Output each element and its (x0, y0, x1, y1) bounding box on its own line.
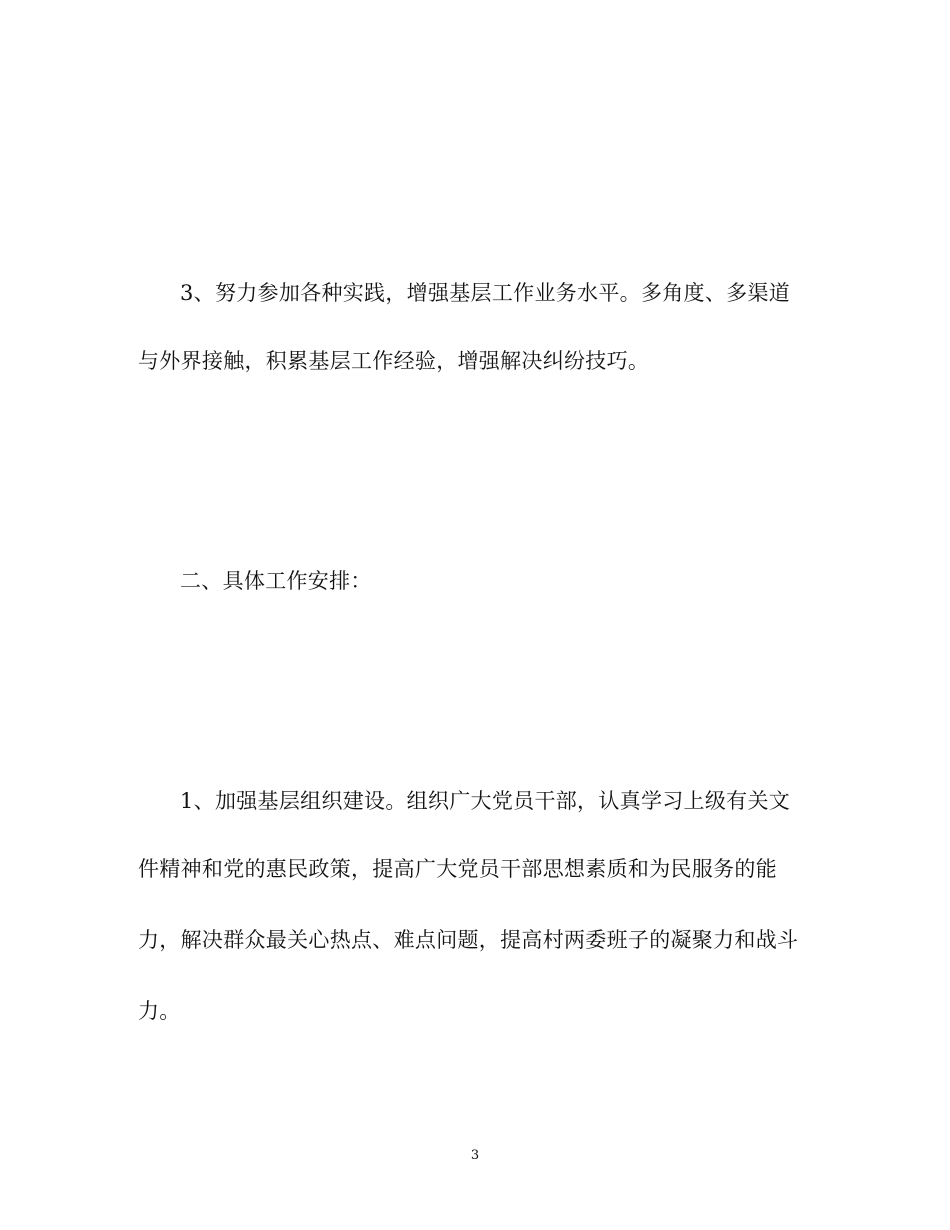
paragraph-2-line-2: 件精神和党的惠民政策，提高广大党员干部思想素质和为民服务的能 (138, 857, 777, 881)
page-number: 3 (470, 1148, 480, 1163)
paragraph-2-line-3: 力，解决群众最关心热点、难点问题，提高村两委班子的凝聚力和战斗 (138, 928, 799, 952)
paragraph-1-line-2: 与外界接触，积累基层工作经验，增强解决纠纷技巧。 (138, 349, 650, 373)
paragraph-2-line-4: 力。 (138, 999, 181, 1023)
paragraph-1-line-1: 3、努力参加各种实践，增强基层工作业务水平。多角度、多渠道 (180, 281, 791, 305)
section-heading: 二、具体工作安排： (180, 569, 372, 593)
paragraph-2-line-1: 1、加强基层组织建设。组织广大党员干部，认真学习上级有关文 (180, 789, 791, 813)
